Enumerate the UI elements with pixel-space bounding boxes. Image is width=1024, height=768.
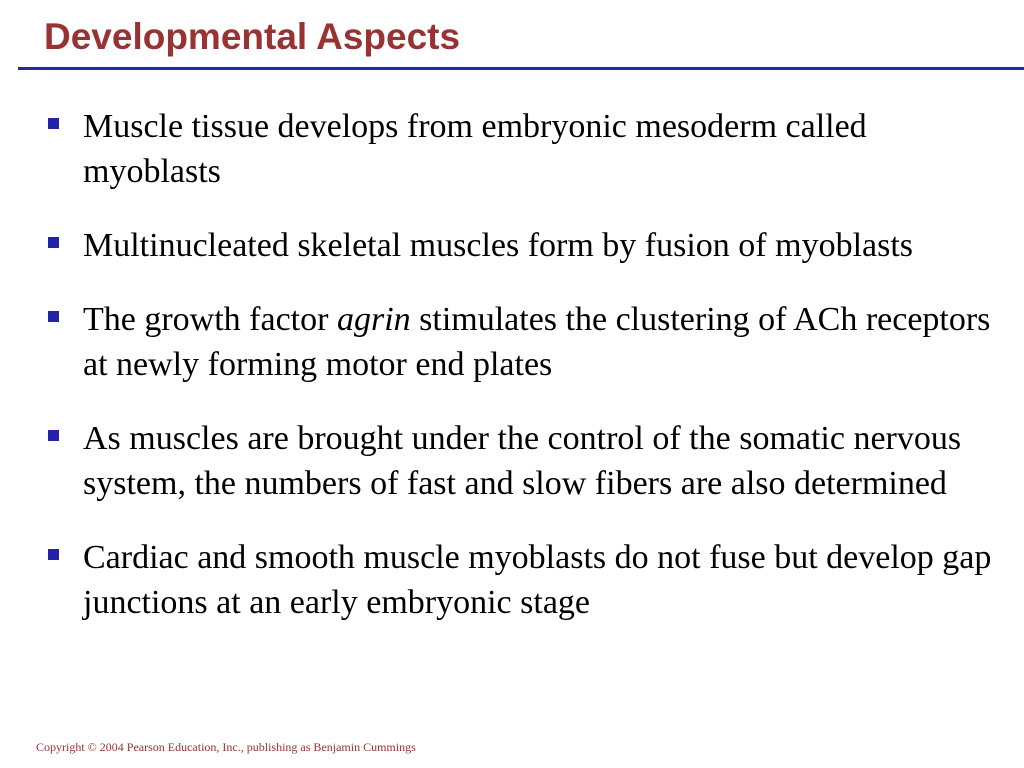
bullet-item	[46, 297, 1006, 387]
square-bullet-icon	[48, 118, 59, 129]
bullet-text: As muscles are brought under the control of the somatic nervous system, the numbers of fast and slow fibers are also determined	[83, 420, 962, 502]
bullet-item	[46, 416, 1006, 506]
bullet-item	[46, 223, 1006, 268]
bullet-text-before: The growth factor	[83, 301, 337, 338]
square-bullet-icon	[48, 430, 59, 441]
bullet-text: Muscle tissue develops from embryonic mesoderm called myoblasts	[83, 108, 867, 190]
bullet-item	[46, 104, 1006, 194]
square-bullet-icon	[48, 237, 59, 248]
bullet-text-after: stimulates the clustering of ACh receptors at newly forming motor end plates	[83, 301, 991, 383]
bullet-item	[46, 535, 1006, 625]
bullet-text	[83, 301, 990, 383]
slide-title: Developmental Aspects	[44, 16, 461, 57]
copyright-footer: Copyright © 2004 Pearson Education, Inc., publishing as Benjamin Cummings	[36, 740, 416, 754]
bullet-text: Cardiac and smooth muscle myoblasts do not fuse but develop gap junctions at an early embryonic stage	[83, 539, 992, 621]
bullet-text-italic-term: agrin	[336, 301, 411, 338]
title-underline-rule	[18, 67, 1024, 70]
square-bullet-icon	[48, 549, 59, 560]
square-bullet-icon	[48, 311, 59, 322]
bullet-text: Multinucleated skeletal muscles form by fusion of myoblasts	[83, 227, 914, 264]
bullet-list	[46, 104, 1006, 625]
